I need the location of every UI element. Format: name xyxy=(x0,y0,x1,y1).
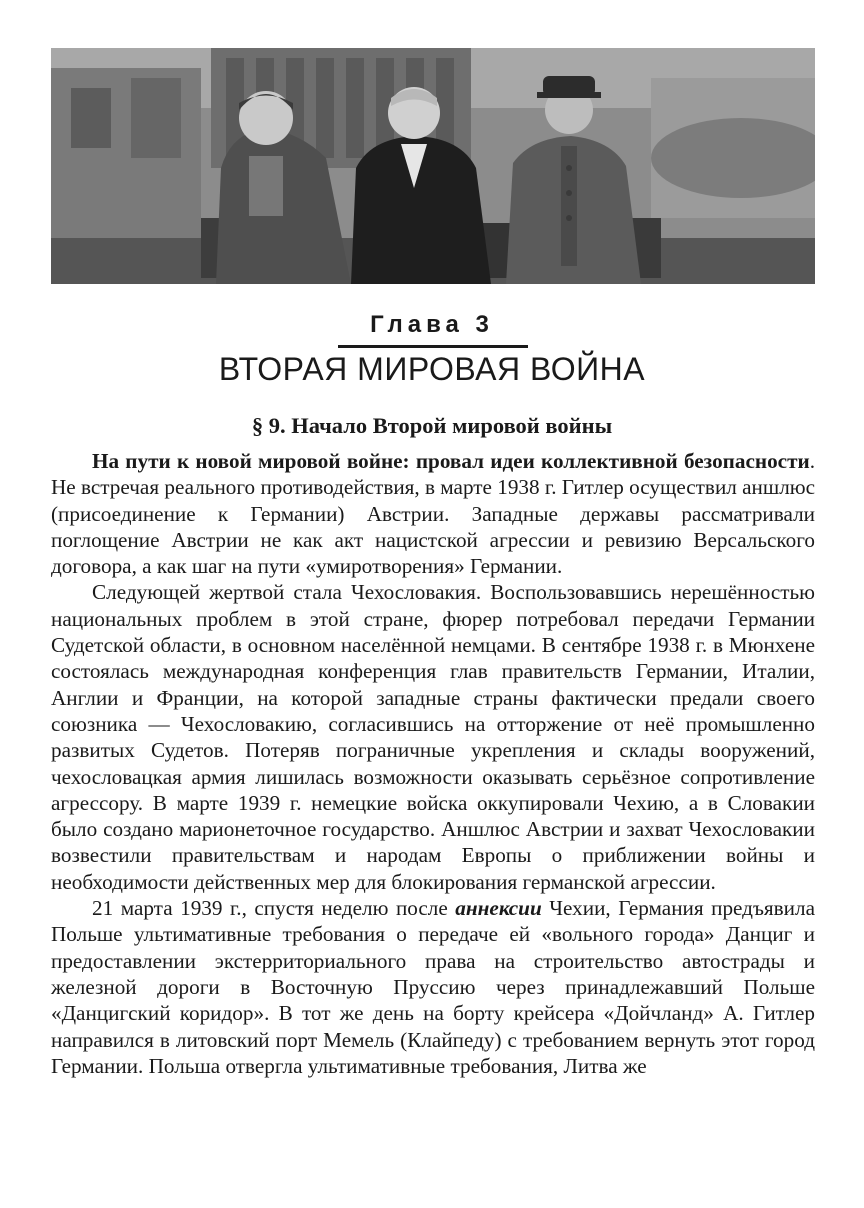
body-text xyxy=(51,448,815,1079)
paragraph-text: . Не встречая реального противодействия, в марте 1938 г. Гитлер осуществил аншлюс (присоединение к Германии) Австрии. Западные державы рассматривали поглощение Австрии не как акт нацистской агрессии и ревизию Версальского договора, а как шаг на пути «умиротворения» Германии. xyxy=(51,449,816,579)
paragraph xyxy=(51,895,815,1079)
section-title: § 9. Начало Второй мировой войны xyxy=(251,413,613,438)
paragraph-text: 21 марта 1939 г., спустя неделю после xyxy=(92,896,456,921)
chapter-title: ВТОРАЯ МИРОВАЯ ВОЙНА xyxy=(218,351,646,387)
chapter-divider xyxy=(338,345,528,348)
chapter-label: Глава 3 xyxy=(370,311,494,338)
yalta-conference-photo xyxy=(51,48,815,284)
paragraph-text: Чехии, Германия предъявила Польше ультимативные требования о передаче ей «вольного города» Данциг и предоставлении экстерриториального права на строительство автострады и железной дороги в Восточную Пруссию через принадлежавший Польше «Данцигский коридор». В тот же день на борту крейсера «Дойчланд» А. Гитлер направился в литовский порт Мемель (Клайпеду) с требованием вернуть этот город Германии. Польша отвергла ультимативные требования, Литва же xyxy=(51,896,815,1078)
paragraph-lead: На пути к новой мировой войне: провал идеи коллективной безопасности xyxy=(92,449,810,473)
paragraph xyxy=(51,448,815,579)
paragraph: Следующей жертвой стала Чехословакия. Воспользовавшись нерешённостью национальных проблем в этой стране, фюрер потребовал передачи Германии Судетской области, в основном населённой немцами. В сентябре 1938 г. в Мюнхене состоялась международная конференция глав правительств Германии, Италии, Англии и Франции, на которой западные страны фактически предали своего союзника — Чехословакию, согласившись на отторжение от неё промышленно развитых Судетов. Потеряв пограничные укрепления и склады вооружений, чехословацкая армия лишилась возможности оказывать серьёзное сопротивление агрессору. В марте 1939 г. немецкие войска оккупировали Чехию, а в Словакии было создано марионеточное государство. Аншлюс Австрии и захват Чехословакии возвестили правительствам и народам Европы о приближении войны и необходимости действенных мер для блокирования германской агрессии. xyxy=(51,580,815,894)
photo-illustration xyxy=(51,48,815,284)
term-annexation: аннексии xyxy=(455,896,542,921)
